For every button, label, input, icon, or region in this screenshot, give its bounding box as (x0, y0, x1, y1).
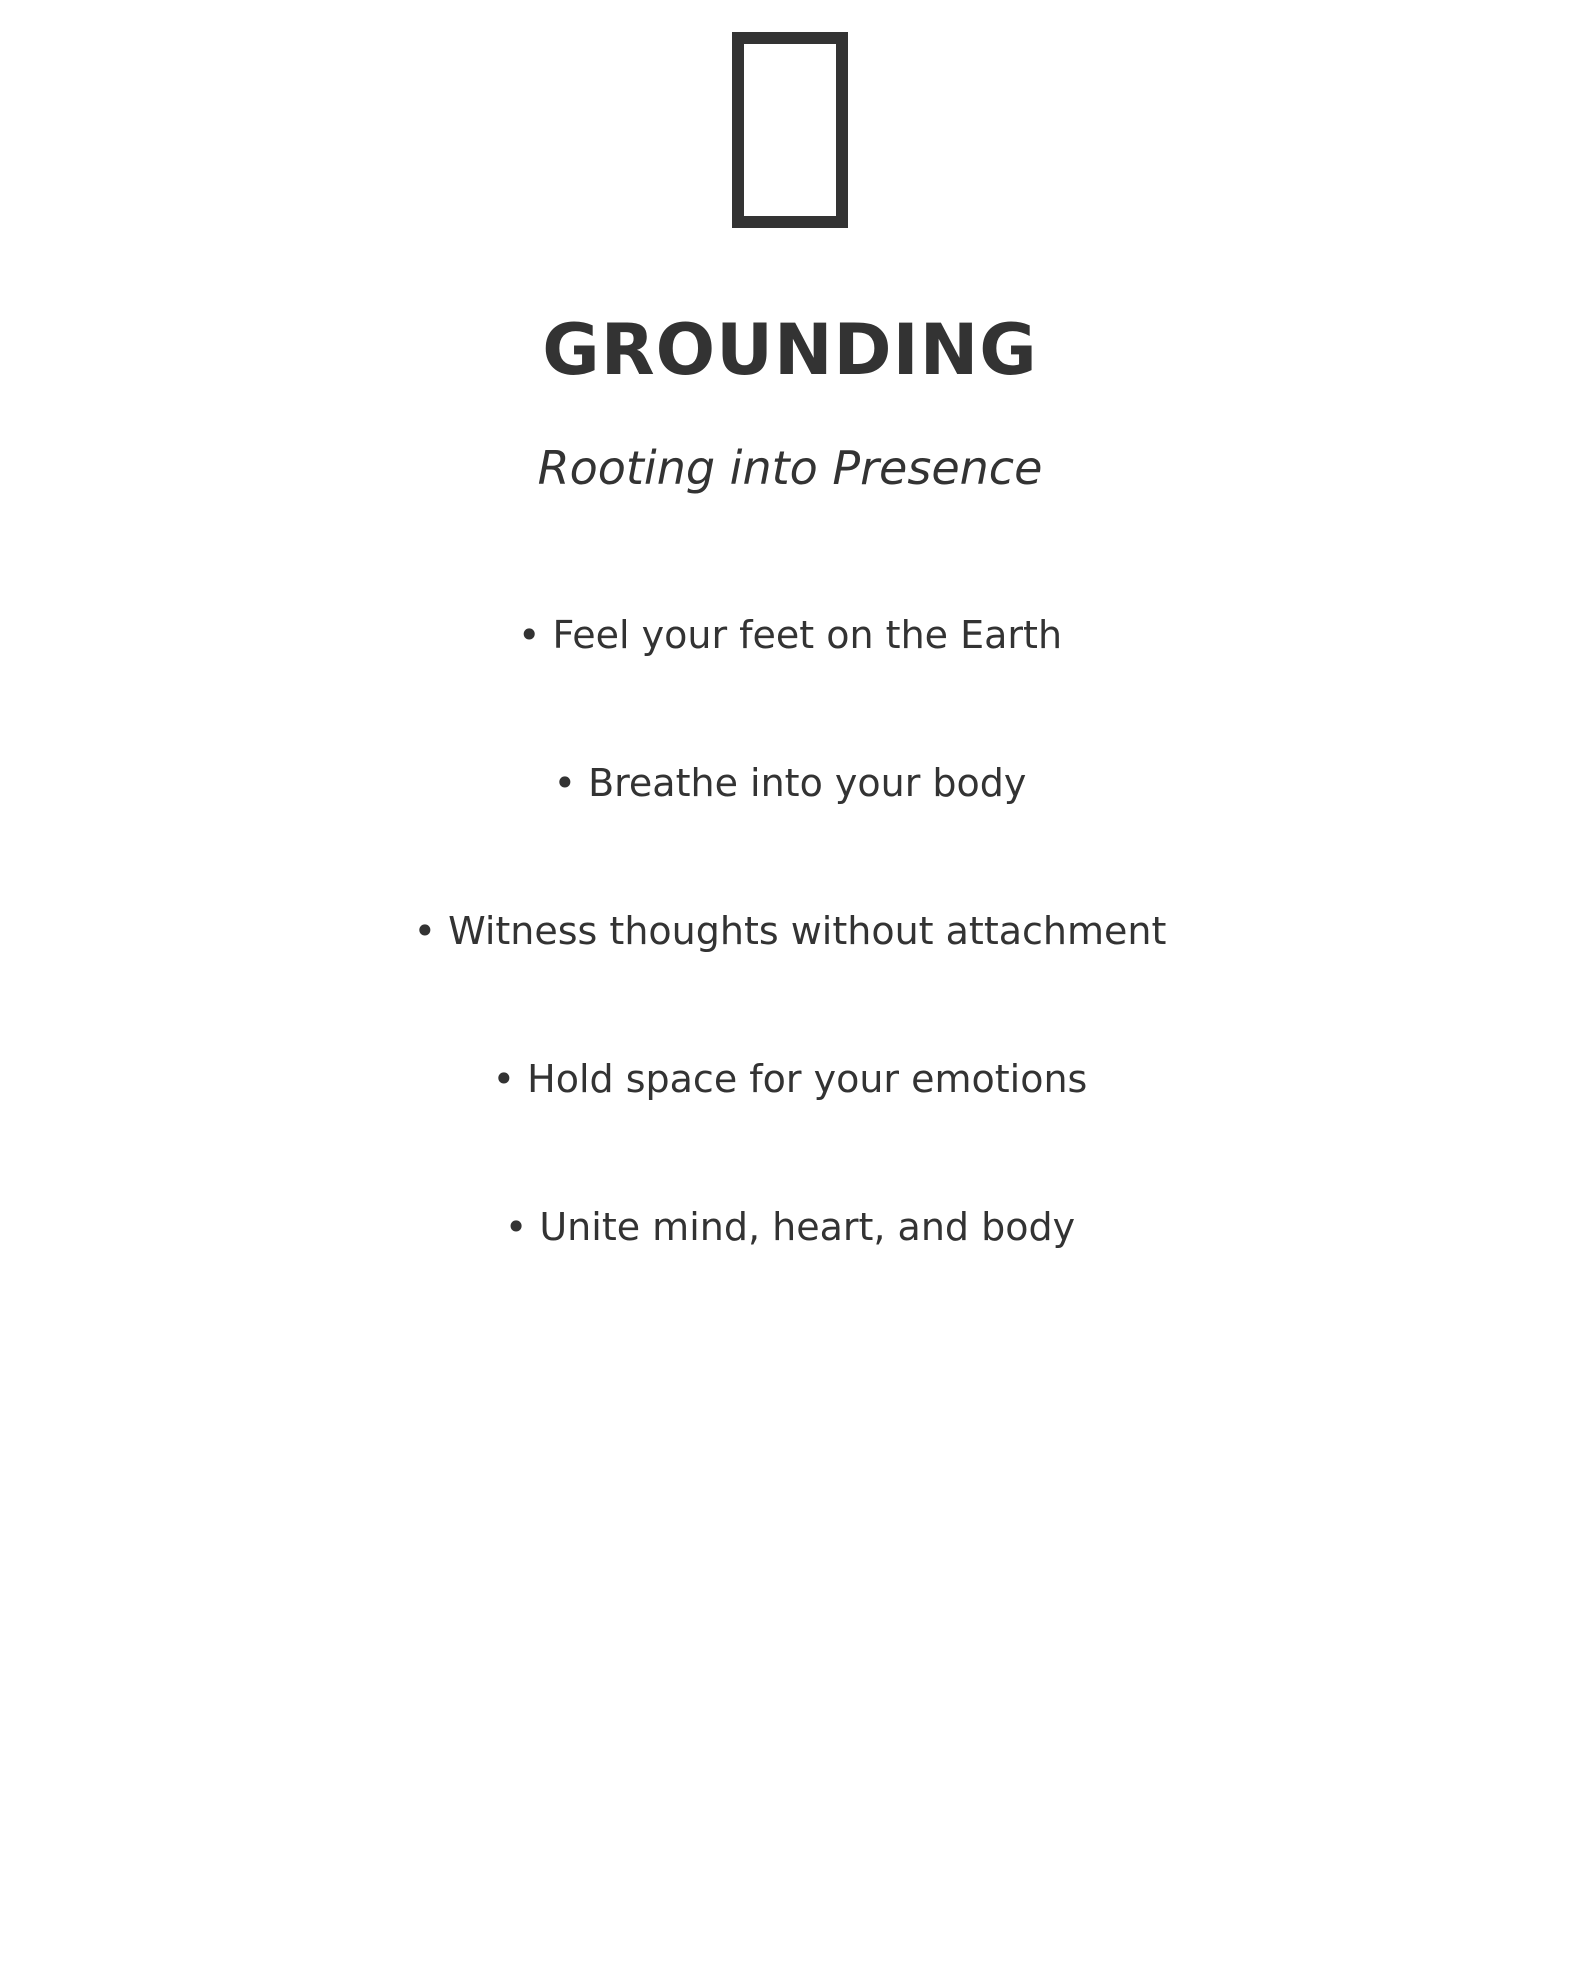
list-item: • Breathe into your body (553, 761, 1027, 805)
list-item: • Feel your feet on the Earth (517, 613, 1063, 657)
list-item: • Witness thoughts without attachment (413, 909, 1167, 953)
list-item: • Hold space for your emotions (492, 1057, 1088, 1101)
list-item: • Unite mind, heart, and body (504, 1205, 1076, 1249)
missing-glyph-icon (732, 32, 848, 228)
page-title: GROUNDING (542, 309, 1038, 391)
page-subtitle: Rooting into Presence (537, 441, 1043, 495)
